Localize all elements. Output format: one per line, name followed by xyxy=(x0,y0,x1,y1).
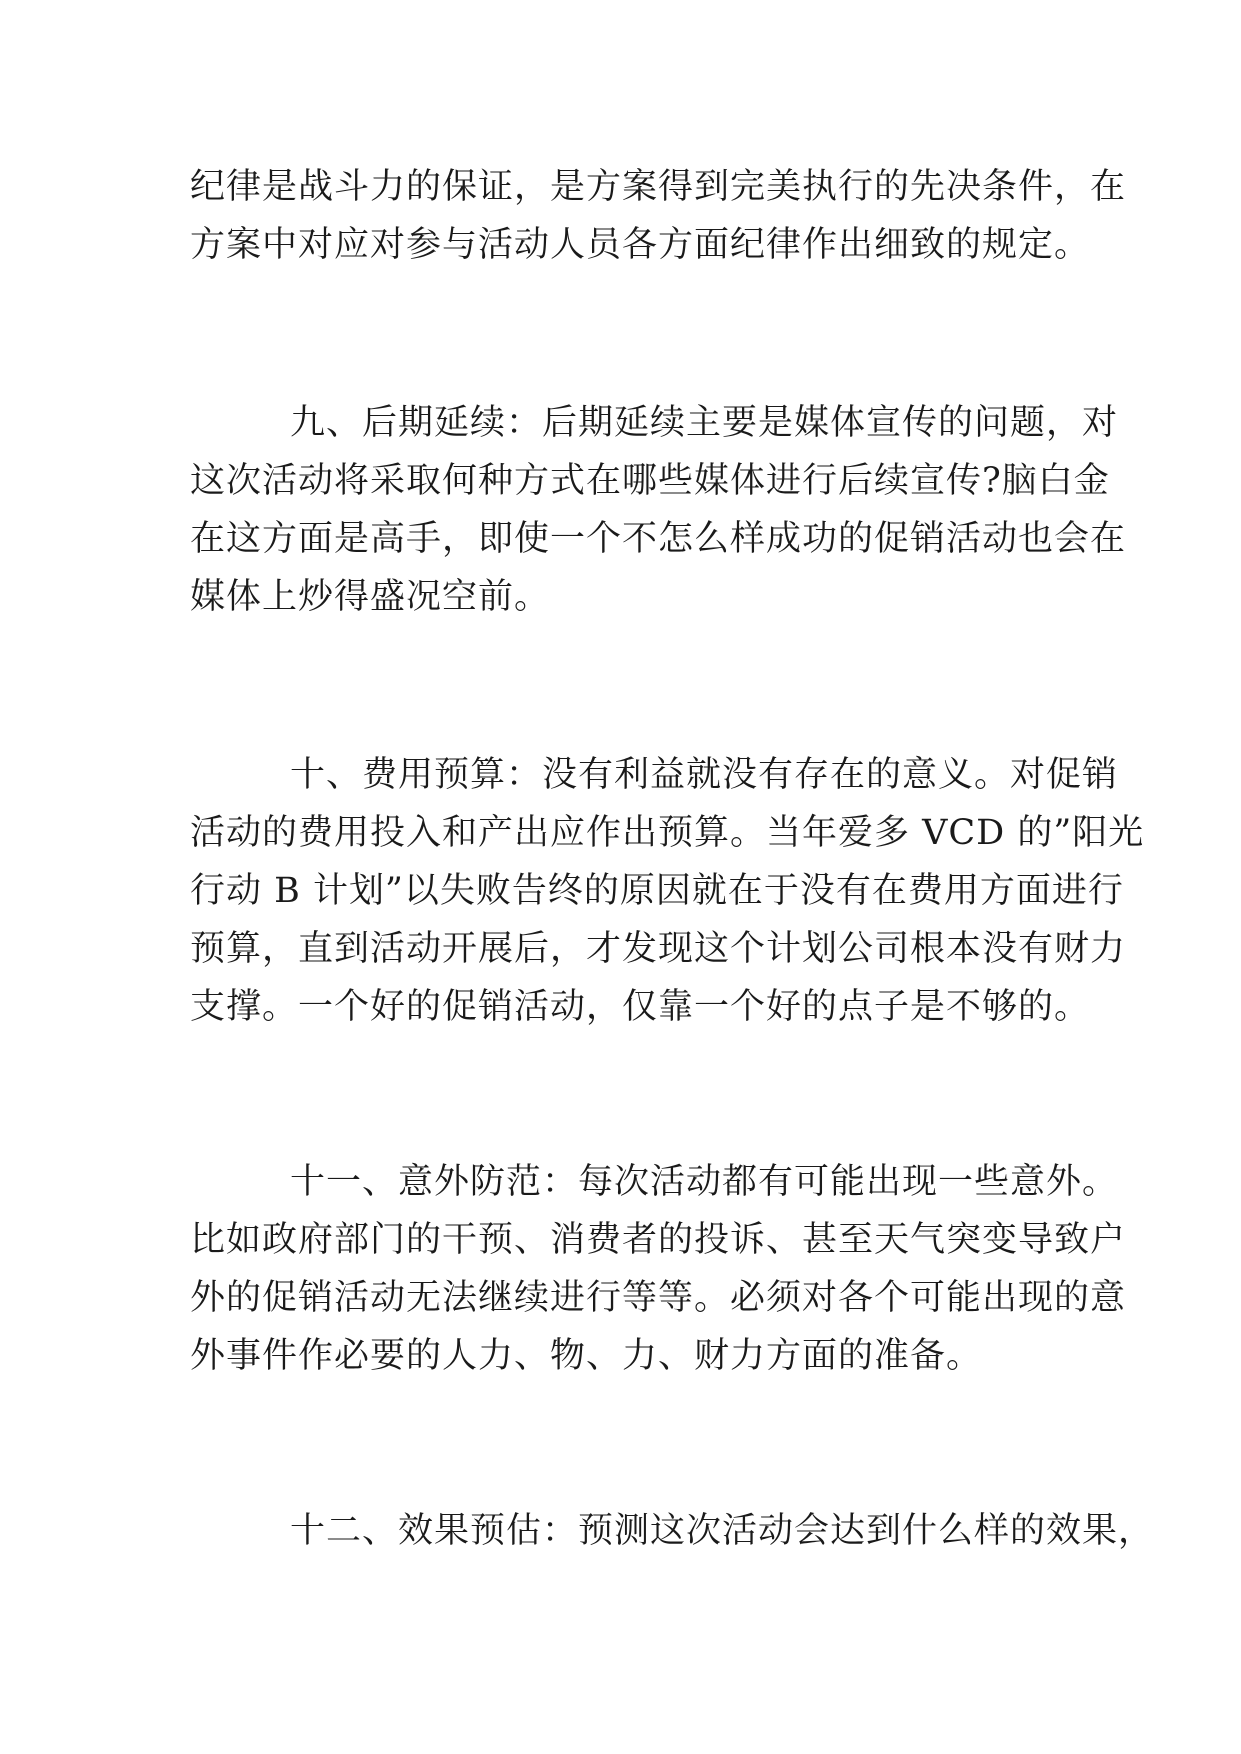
text-line: 纪律是战斗力的保证，是方案得到完美执行的先决条件，在 xyxy=(190,167,1127,207)
text-line: 外的促销活动无法继续进行等等。必须对各个可能出现的意 xyxy=(190,1278,1127,1318)
text-line: 十二、效果预估：预测这次活动会达到什么样的效果， xyxy=(290,1511,1155,1551)
text-line: 十一、意外防范：每次活动都有可能出现一些意外。 xyxy=(290,1162,1119,1202)
text-line: 支撑。一个好的促销活动，仅靠一个好的点子是不够的。 xyxy=(190,987,1091,1027)
text-line: 媒体上炒得盛况空前。 xyxy=(190,577,551,617)
text-line: 九、后期延续：后期延续主要是媒体宣传的问题，对 xyxy=(290,403,1119,443)
text-line: 在这方面是高手，即使一个不怎么样成功的促销活动也会在 xyxy=(190,519,1127,559)
text-line: 这次活动将采取何种方式在哪些媒体进行后续宣传?脑白金 xyxy=(190,461,1110,501)
text-line: 外事件作必要的人力、物、力、财力方面的准备。 xyxy=(190,1336,983,1376)
text-line: 十、费用预算：没有利益就没有存在的意义。对促销 xyxy=(290,755,1119,795)
text-line: 活动的费用投入和产出应作出预算。当年爱多 VCD 的”阳光 xyxy=(190,813,1145,853)
paragraph-discipline xyxy=(190,158,1127,274)
text-line: 预算，直到活动开展后，才发现这个计划公司根本没有财力 xyxy=(190,929,1127,969)
paragraph-budget xyxy=(190,746,1145,1036)
text-line: 方案中对应对参与活动人员各方面纪律作出细致的规定。 xyxy=(190,225,1091,265)
paragraph-follow-up xyxy=(190,394,1127,626)
text-line: 比如政府部门的干预、消费者的投诉、甚至天气突变导致户 xyxy=(190,1220,1127,1260)
paragraph-effect-estimate xyxy=(190,1502,1155,1560)
paragraph-contingency xyxy=(190,1153,1127,1385)
text-line: 行动 B 计划”以失败告终的原因就在于没有在费用方面进行 xyxy=(190,871,1124,911)
